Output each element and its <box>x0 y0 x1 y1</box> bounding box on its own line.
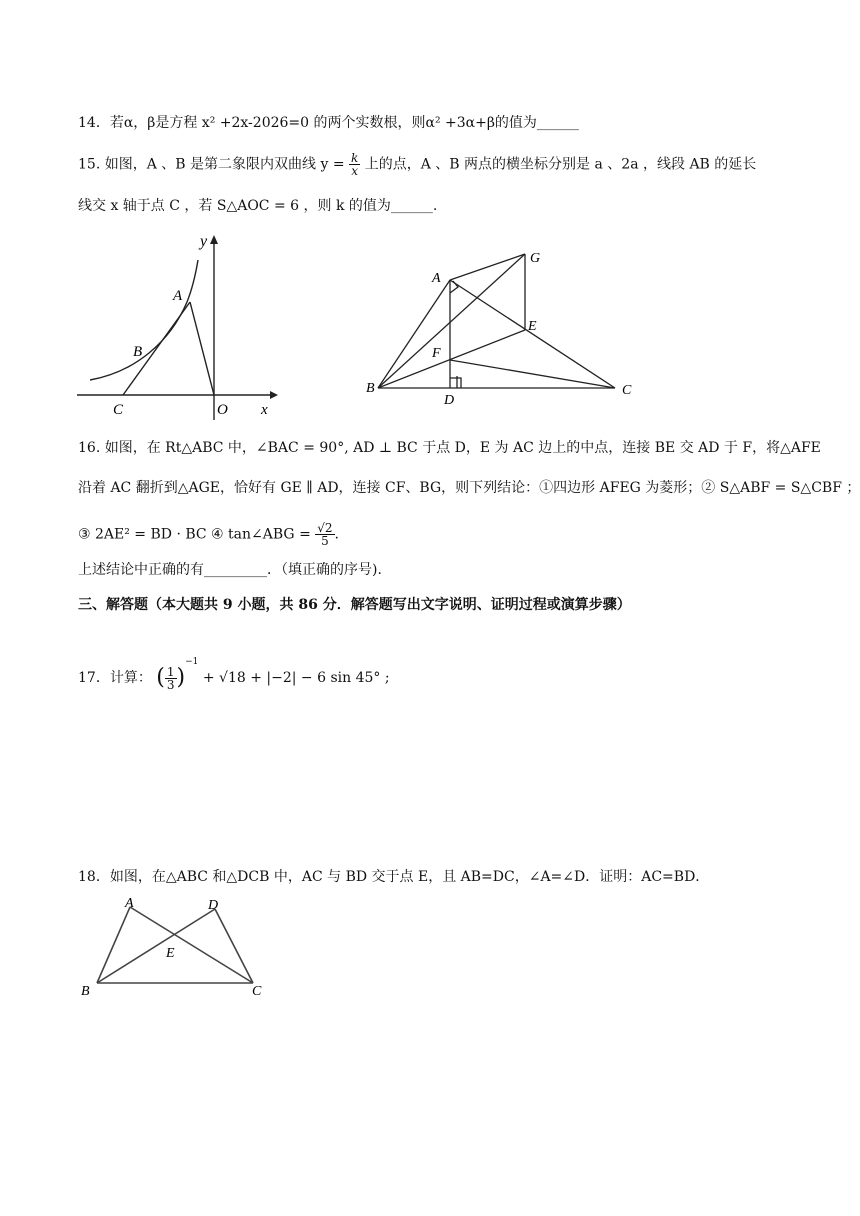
figure-16-triangle <box>360 240 645 410</box>
question-16-line-4 <box>78 560 382 580</box>
right-angle-mark-a <box>450 281 458 293</box>
label-o: O <box>217 402 228 418</box>
question-15-continued: 上的点，A 、B 两点的横坐标分别是 a 、2a ，线段 AB 的延长 <box>364 156 757 173</box>
label-b: B <box>81 984 90 999</box>
question-16-line-3 <box>78 522 339 547</box>
question-15-line-1 <box>78 152 756 177</box>
question-17-prefix: 17．计算： <box>78 670 152 686</box>
right-angle-mark-d <box>450 378 461 388</box>
question-15-hyperbola-text: A 、B 是第二象限内双曲线 y = <box>146 156 345 173</box>
exponent: −1 <box>185 657 199 667</box>
question-18-text: 18．如图，在△ABC 和△DCB 中，AC 与 BD 交于点 E，且 AB=DC，∠A=∠D．证明：AC=BD． <box>78 869 710 885</box>
label-g: G <box>530 251 541 266</box>
segment-ao <box>190 302 214 395</box>
label-a: A <box>432 271 441 286</box>
segment-ab <box>97 907 130 983</box>
question-16-text-2: 沿着 AC 翻折到△AGE，恰好有 GE ∥ AD，连接 CF、BG，则下列结论：①四边形 AFEG 为菱形；② S△ABF = S△CBF ； <box>78 480 860 496</box>
hyperbola-curve <box>90 260 198 380</box>
left-paren: ( <box>156 665 165 690</box>
section-3-heading <box>78 595 631 615</box>
figure-15-hyperbola <box>75 232 280 422</box>
label-e: E <box>528 319 537 334</box>
question-15-prefix: 15. 如图， <box>78 156 147 173</box>
label-x: x <box>261 402 268 418</box>
question-14 <box>78 113 579 133</box>
segment-bd <box>97 909 215 983</box>
label-a: A <box>125 896 134 911</box>
label-c: C <box>113 402 124 418</box>
question-15-line-2-text: 线交 x 轴于点 C ，若 S△AOC = 6 ，则 k 的值为______. <box>78 198 438 214</box>
segment-ac <box>130 907 253 983</box>
question-16-line-2 <box>78 478 860 498</box>
question-18 <box>78 867 709 887</box>
question-17 <box>78 652 390 691</box>
label-e: E <box>166 946 175 961</box>
label-d: D <box>208 898 219 913</box>
fraction-one-third: $\frac{1}{3}$ <box>166 664 175 692</box>
label-c: C <box>622 383 632 398</box>
question-16-line-1 <box>78 438 821 458</box>
segment-ba <box>378 280 450 388</box>
label-b: B <box>133 344 143 360</box>
period: . <box>334 526 339 543</box>
segment-be <box>378 330 525 388</box>
figure-18-triangles <box>75 893 275 1003</box>
segment-ac <box>450 280 615 388</box>
fraction-sqrt2-over-5: $\frac{√2}{5}$ <box>317 521 333 548</box>
question-17-expression: + √18 + |−2| − 6 sin 45° ; <box>202 670 390 686</box>
label-a: A <box>173 288 183 304</box>
question-14-text: 14．若α，β是方程 x² +2x-2026=0 的两个实数根，则α² +3α+β的值为______ <box>78 115 579 131</box>
label-f: F <box>432 346 441 361</box>
section-3-heading-text: 三、解答题（本大题共 9 小题，共 86 分．解答题写出文字说明、证明过程或演算步骤） <box>78 597 631 613</box>
right-paren: ) <box>176 665 186 690</box>
label-d: D <box>444 393 455 408</box>
label-b: B <box>366 381 375 396</box>
y-axis-arrow <box>210 235 218 244</box>
question-16-text-1: 16. 如图，在 Rt△ABC 中，∠BAC = 90°, AD ⊥ BC 于点 D，E 为 AC 边上的中点，连接 BE 交 AD 于 F，将△AFE <box>78 440 821 456</box>
fraction-k-over-x: $\frac{k}{x}$ <box>351 151 359 178</box>
segment-ag <box>450 254 525 280</box>
x-axis-arrow <box>270 391 278 399</box>
segment-bg <box>378 254 525 388</box>
label-y: y <box>200 233 208 250</box>
question-15-line-2 <box>78 196 437 216</box>
question-16-text-3: ③ 2AE² = BD · BC ④ tan∠ABG = <box>78 526 311 543</box>
question-16-text-4: 上述结论中正确的有_________．（填正确的序号). <box>78 562 382 578</box>
segment-fc <box>450 360 615 388</box>
label-c: C <box>252 984 262 999</box>
